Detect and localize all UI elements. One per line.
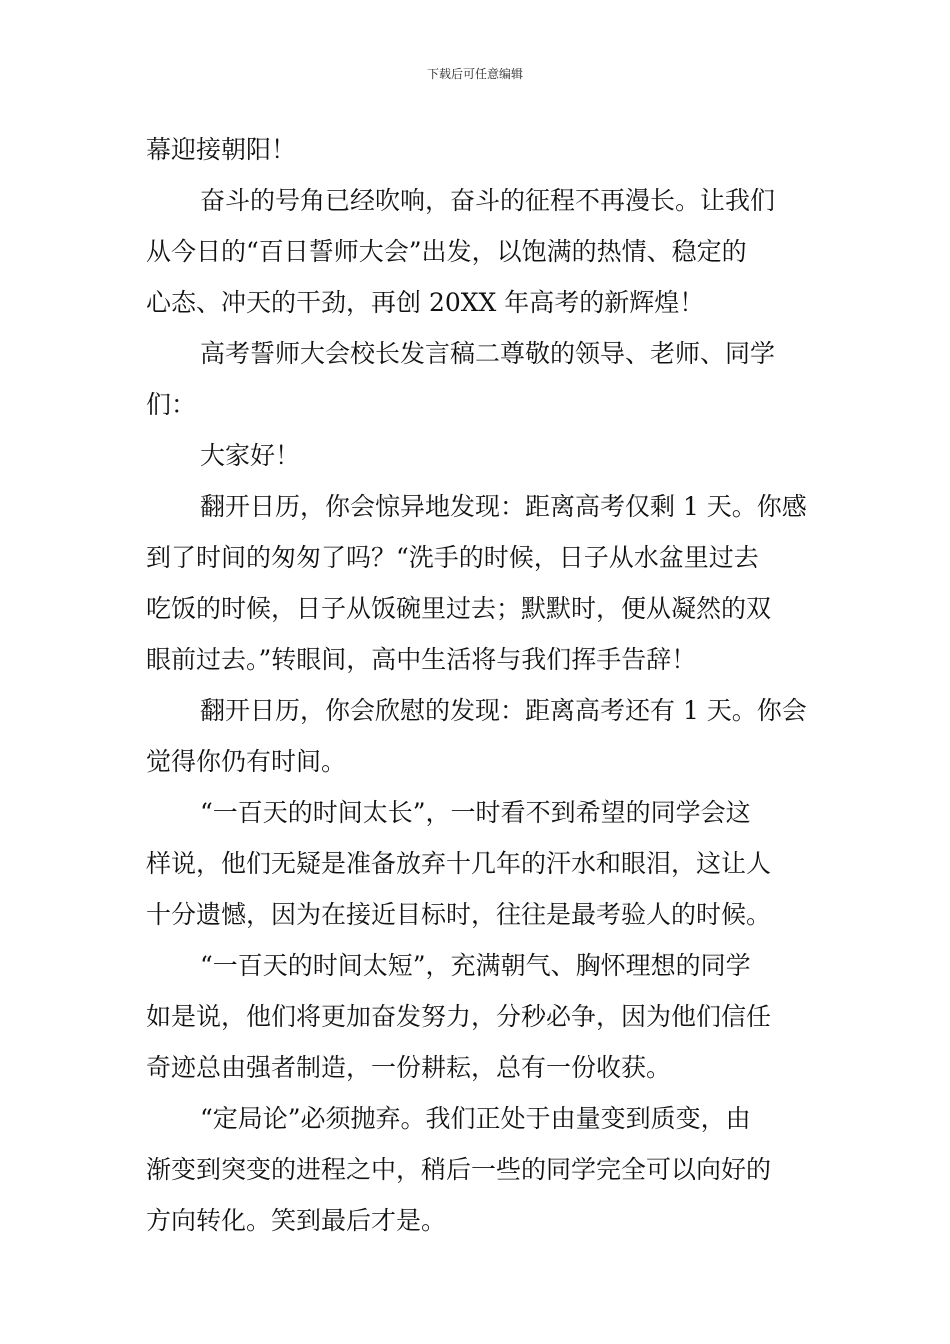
text-line: 样说，他们无疑是准备放弃十几年的汗水和眼泪，这让人 <box>146 849 772 878</box>
text-line: 翻开日历，你会惊异地发现：距离高考仅剩 1 天。你感 <box>200 492 807 521</box>
text-line: 如是说，他们将更加奋发努力，分秒必争，因为他们信任 <box>146 1002 772 1031</box>
text-line: 方向转化。笑到最后才是。 <box>146 1206 447 1235</box>
document-body <box>146 124 810 1246</box>
text-line: 眼前过去。”转眼间，高中生活将与我们挥手告辞！ <box>146 645 697 674</box>
text-line: 幕迎接朝阳！ <box>146 135 297 164</box>
text-line: 从今日的“百日誓师大会”出发，以饱满的热情、稳定的 <box>146 237 747 266</box>
text-line: “定局论”必须抛弃。我们正处于由量变到质变，由 <box>200 1104 751 1133</box>
page-header: 下载后可任意编辑 <box>426 67 523 81</box>
text-line: 十分遗憾，因为在接近目标时，往往是最考验人的时候。 <box>146 900 772 929</box>
text-line: 渐变到突变的进程之中，稍后一些的同学完全可以向好的 <box>146 1155 772 1184</box>
text-line: 高考誓师大会校长发言稿二尊敬的领导、老师、同学 <box>200 339 776 368</box>
text-line: 翻开日历，你会欣慰的发现：距离高考还有 1 天。你会 <box>200 696 807 725</box>
text-line: 到了时间的匆匆了吗？“洗手的时候，日子从水盆里过去 <box>146 543 759 572</box>
text-line: 吃饭的时候，日子从饭碗里过去；默默时，便从凝然的双 <box>146 594 772 623</box>
text-line: 心态、冲天的干劲，再创 20XX 年高考的新辉煌！ <box>146 288 705 317</box>
text-line: 们： <box>146 390 197 419</box>
text-line: “一百天的时间太短”，充满朝气、胸怀理想的同学 <box>200 951 751 980</box>
text-line: 奋斗的号角已经吹响，奋斗的征程不再漫长。让我们 <box>200 186 776 215</box>
text-line: 觉得你仍有时间。 <box>146 747 347 776</box>
text-line: 奇迹总由强者制造，一份耕耘，总有一份收获。 <box>146 1053 672 1082</box>
text-line: 大家好！ <box>200 441 301 470</box>
text-line: “一百天的时间太长”，一时看不到希望的同学会这 <box>200 798 751 827</box>
